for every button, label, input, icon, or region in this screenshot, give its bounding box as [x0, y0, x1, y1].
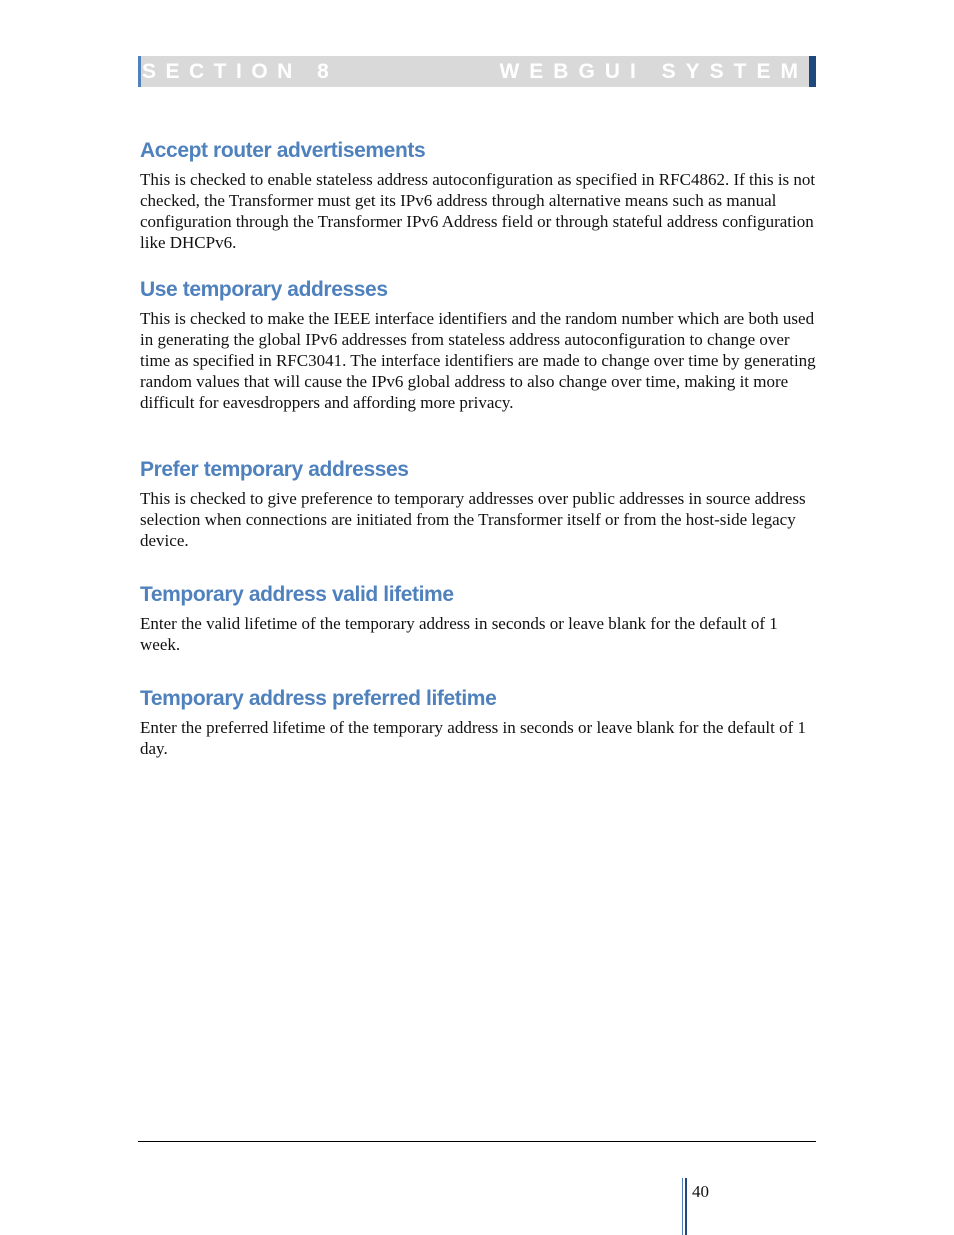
section-prefer-temporary-addresses [140, 456, 820, 551]
section-paragraph: This is checked to enable stateless address autoconfiguration as specified in RFC4862. If this is not checked, the Transformer must get its IPv6 address through alternative means such as manual configuration through the Transformer IPv6 Address field or through stateful address configuration like DHCPv6. [140, 170, 816, 252]
page-number-rule-thick [685, 1178, 687, 1235]
section-heading: Accept router advertisements [140, 139, 426, 162]
section-paragraph: This is checked to make the IEEE interface identifiers and the random number which are both used in generating the global IPv6 addresses from stateless address autoconfiguration to change over time as specified in RFC3041. The interface identifiers are made to change over time by generating random values that will cause the IPv6 global address to also change over time, making it more difficult for eavesdroppers and affording more privacy. [140, 309, 816, 412]
section-heading: Temporary address preferred lifetime [140, 687, 497, 710]
page-number-rule [682, 1178, 683, 1235]
document-body [140, 137, 820, 759]
header-section-label: SECTION 8 [142, 60, 339, 83]
header-left-rule [138, 56, 141, 87]
header-right-rule [809, 56, 816, 87]
page-number: 40 [692, 1182, 709, 1201]
page-header [138, 56, 816, 87]
section-use-temporary-addresses [140, 276, 820, 413]
footer-rule [138, 1141, 816, 1142]
section-accept-router-advertisements [140, 137, 820, 253]
section-paragraph: Enter the preferred lifetime of the temporary address in seconds or leave blank for the default of 1 day. [140, 718, 807, 758]
section-heading: Prefer temporary addresses [140, 458, 409, 481]
section-paragraph: This is checked to give preference to temporary addresses over public addresses in source address selection when connections are initiated from the Transformer itself or from the host-side legacy device. [140, 489, 806, 550]
section-heading: Temporary address valid lifetime [140, 583, 454, 606]
section-heading: Use temporary addresses [140, 278, 388, 301]
header-title: WEBGUI SYSTEM [499, 60, 808, 83]
section-paragraph: Enter the valid lifetime of the temporary address in seconds or leave blank for the default of 1 week. [140, 614, 778, 654]
section-temporary-address-valid-lifetime [140, 581, 820, 655]
section-temporary-address-preferred-lifetime [140, 685, 820, 759]
